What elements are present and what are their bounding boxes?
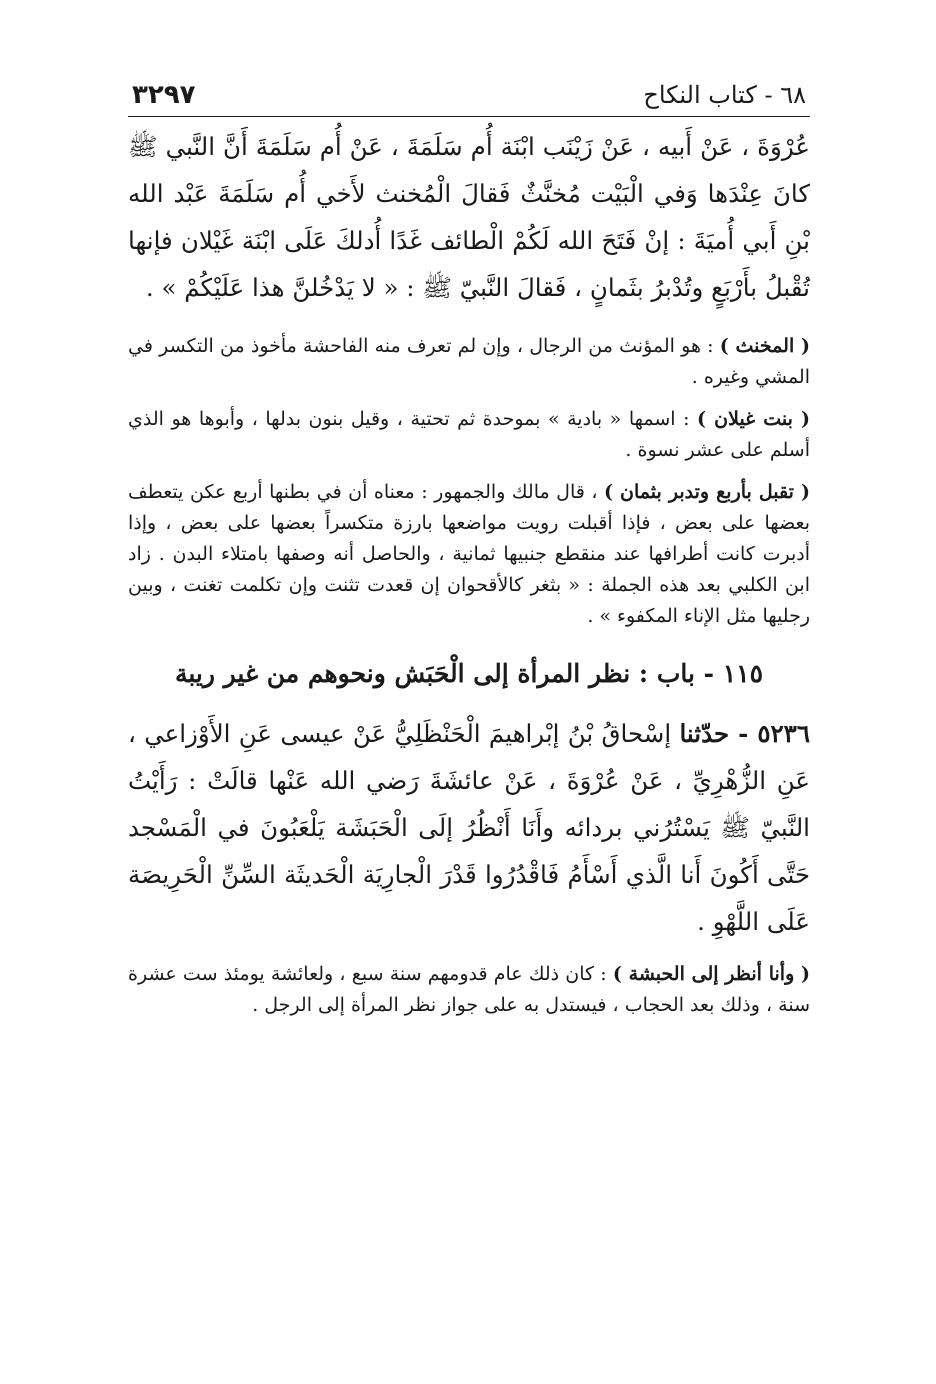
hadith-text: [128, 710, 810, 945]
note-paragraph: [128, 331, 810, 393]
note-text: : هو المؤنث من الرجال ، وإن لم تعرف منه الفاحشة مأخوذ من التكسر في المشي وغيره .: [128, 335, 810, 388]
hadith-body: إسْحاقُ بْنُ إبْراهيمَ الْحَنْظَلِيُّ عَنْ عيسى عَنِ الأَوْزاعي ، عَنِ الزُّهْرِيِّ ، عَنْ عُرْوَةَ ، عَنْ عائشَةَ رَضي الله عَنْها قالَتْ : رَأَيْتُ النَّبيّ ﷺ يَسْتُرُني بردائه وأَنَا أَنْظُرُ إلَى الْحَبَشَة يَلْعَبُونَ في الْمَسْجد حَتَّى أَكُونَ أَنا الَّذي أَسْأَمُ فَاقْدُرُوا قَدْرَ الْجارِيَة الْحَديثَة السِّنِّ الْحَرِيصَة عَلَى اللَّهْوِ .: [128, 719, 810, 936]
previous-hadith-text: عُرْوَةَ ، عَنْ أَبيه ، عَنْ زَيْنَب ابْنَة أُم سَلَمَةَ ، عَنْ أُم سَلَمَةَ أَنَّ النَّبي ﷺ كانَ عِنْدَها وَفي الْبَيْت مُخنَّثٌ فَقالَ الْمُخنث لأَخي أُم سَلَمَةَ عَبْد الله بْنِ أَبي أُميَةَ : إنْ فَتَحَ الله لَكُمْ الْطائف غَدًا أُدلكَ عَلَى ابْنَة غَيْلان فإنها تُقْبلُ بأَرْبَعٍ وتُدْبرُ بثَمانٍ ، فَقالَ النَّبيّ ﷺ : « لا يَدْخُلنَّ هذا عَلَيْكُمْ » .: [128, 132, 810, 302]
note-text: : اسمها « بادية » بموحدة ثم تحتية ، وقيل بنون بدلها ، وأبوها هو الذي أسلم على عشر نسوة .: [128, 408, 810, 461]
hadith-number: ٥٢٣٦ - حدّثنا: [679, 719, 810, 748]
note-term: ( تقبل بأربع وتدبر بثمان ): [603, 481, 810, 503]
note-text: : كان ذلك عام قدومهم سنة سبع ، ولعائشة يومئذ ست عشرة سنة ، وذلك بعد الحجاب ، فيستدل به على جواز نظر المرأة إلى الرجل .: [128, 963, 810, 1016]
page-header: [128, 78, 810, 116]
book-page: [128, 78, 810, 1021]
note-paragraph: [128, 477, 810, 632]
note-term: ( وأنا أنظر إلى الحبشة ): [612, 963, 811, 985]
note-text: ، قال مالك والجمهور : معناه أن في بطنها أربع عكن يتعطف بعضها على بعض ، فإذا أقبلت رويت مواضعها بارزة متكسراً بعضها على بعض ، وإذا أدبرت كانت أطرافها عند منقطع جنبيها ثمانية ، والحاصل أنه وصفها بامتلاء البدن . زاد ابن الكلبي بعد هذه الجملة : « بثغر كالأقحوان إن قعدت تثنت وإن تكلمت تغنت ، وبين رجليها مثل الإناء المكفوء » .: [128, 481, 810, 627]
note-term: ( المخنث ): [719, 335, 810, 357]
note-term: ( بنت غيلان ): [697, 408, 811, 430]
note-paragraph: [128, 959, 810, 1021]
running-chapter-title: ٦٨ - كتاب النكاح: [643, 81, 806, 109]
header-rule: [128, 116, 810, 117]
note-paragraph: [128, 404, 810, 466]
page-number: ٣٢٩٧: [132, 80, 196, 110]
chapter-heading: ١١٥ - باب : نظر المرأة إلى الْحَبَش ونحوهم من غير ريبة: [174, 659, 764, 688]
